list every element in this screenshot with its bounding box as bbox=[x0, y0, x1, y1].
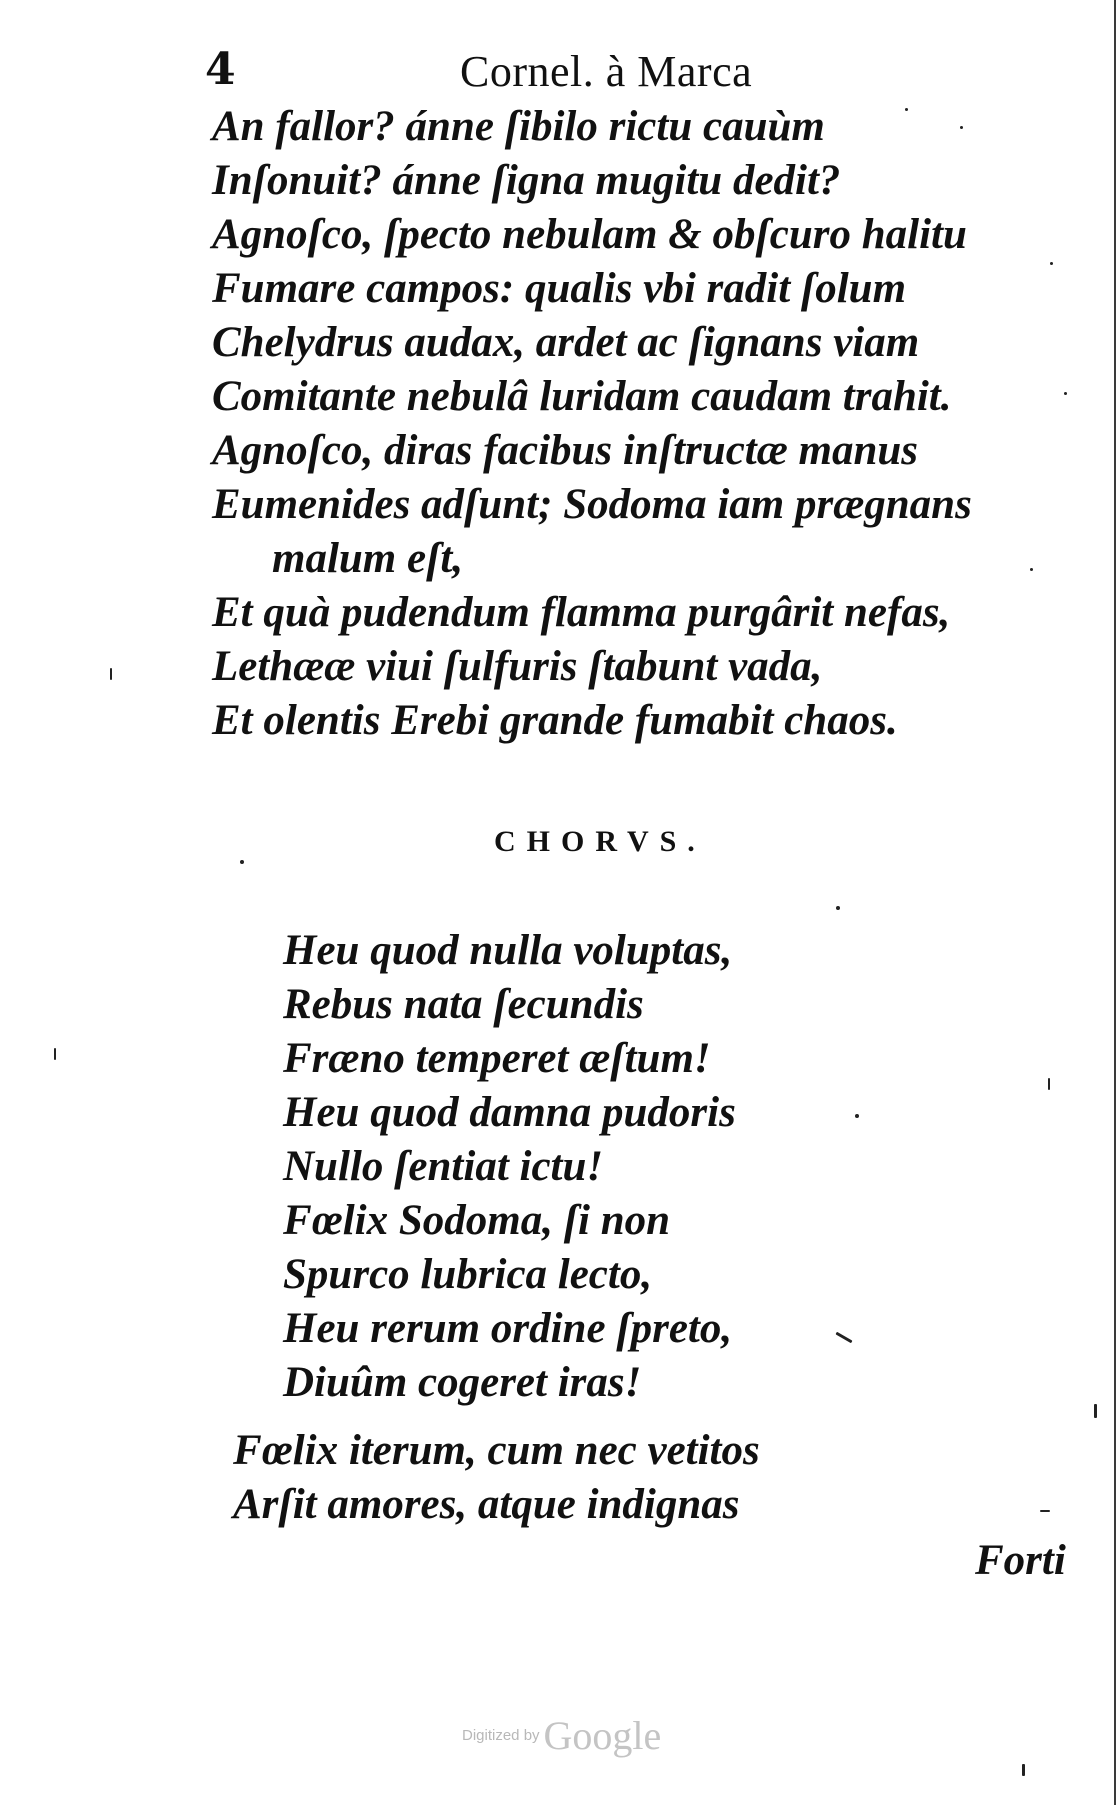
page-number: 4 bbox=[205, 44, 236, 95]
watermark-prefix: Digitized by bbox=[462, 1727, 540, 1744]
print-speck bbox=[110, 668, 112, 680]
print-speck bbox=[905, 108, 908, 111]
print-speck bbox=[1094, 1404, 1097, 1418]
verse-line: Agnoſco, diras facibus inſtructæ manus bbox=[212, 427, 919, 474]
page-header bbox=[205, 44, 825, 104]
chorus-heading: CHORVS. bbox=[494, 825, 706, 858]
verse-line: Rebus nata ſecundis bbox=[283, 981, 644, 1028]
verse-block-3 bbox=[233, 1424, 760, 1532]
print-speck bbox=[1048, 1078, 1050, 1090]
verse-block-1 bbox=[212, 100, 972, 748]
verse-line: Eumenides adſunt; Sodoma iam prægnans bbox=[212, 481, 972, 528]
print-speck bbox=[240, 860, 244, 864]
print-speck bbox=[1030, 568, 1033, 571]
print-speck bbox=[1040, 1510, 1050, 1512]
page-edge-shadow bbox=[1114, 0, 1116, 1805]
catchword: Forti bbox=[975, 1537, 1066, 1584]
verse-line: Fœlix Sodoma, ſi non bbox=[283, 1197, 671, 1244]
verse-line: Agnoſco, ſpecto nebulam & obſcuro halitu bbox=[212, 211, 967, 258]
verse-line: Nullo ſentiat ictu! bbox=[283, 1143, 604, 1190]
verse-line: Arſit amores, atque indignas bbox=[233, 1481, 740, 1528]
verse-line: Inſonuit? ánne ſigna mugitu dedit? bbox=[212, 157, 841, 204]
print-speck bbox=[1022, 1764, 1025, 1776]
print-speck bbox=[54, 1048, 56, 1060]
verse-line: Et quà pudendum flamma purgârit nefas, bbox=[212, 589, 951, 636]
verse-line: Comitante nebulâ luridam caudam trahit. bbox=[212, 373, 952, 420]
print-speck bbox=[1064, 392, 1067, 395]
digitized-watermark bbox=[462, 1712, 661, 1759]
verse-line: Chelydrus audax, ardet ac ſignans viam bbox=[212, 319, 920, 366]
running-head: Cornel. à Marca bbox=[460, 47, 753, 96]
verse-line: Lethææ viui ſulfuris ſtabunt vada, bbox=[212, 643, 823, 690]
google-logo: Google bbox=[543, 1713, 662, 1758]
verse-line: Fœlix iterum, cum nec vetitos bbox=[233, 1427, 760, 1474]
verse-line: Heu quod nulla voluptas, bbox=[283, 927, 733, 974]
print-speck bbox=[960, 126, 963, 129]
verse-line: An fallor? ánne ſibilo rictu cauùm bbox=[212, 103, 825, 150]
print-speck bbox=[835, 1332, 852, 1344]
verse-line: Spurco lubrica lecto, bbox=[283, 1251, 653, 1298]
verse-line: Fræno temperet æſtum! bbox=[283, 1035, 711, 1082]
print-speck bbox=[836, 906, 840, 910]
verse-line: Heu quod damna pudoris bbox=[283, 1089, 736, 1136]
verse-line-turnover: malum eſt, bbox=[272, 535, 464, 582]
verse-line: Fumare campos: qualis vbi radit ſolum bbox=[212, 265, 907, 312]
verse-line: Et olentis Erebi grande fumabit chaos. bbox=[212, 697, 898, 744]
verse-line: Diuûm cogeret iras! bbox=[283, 1359, 642, 1406]
verse-line: Heu rerum ordine ſpreto, bbox=[283, 1305, 733, 1352]
chorus-verse-block bbox=[283, 924, 736, 1410]
print-speck bbox=[1050, 262, 1053, 265]
print-speck bbox=[855, 1114, 859, 1118]
